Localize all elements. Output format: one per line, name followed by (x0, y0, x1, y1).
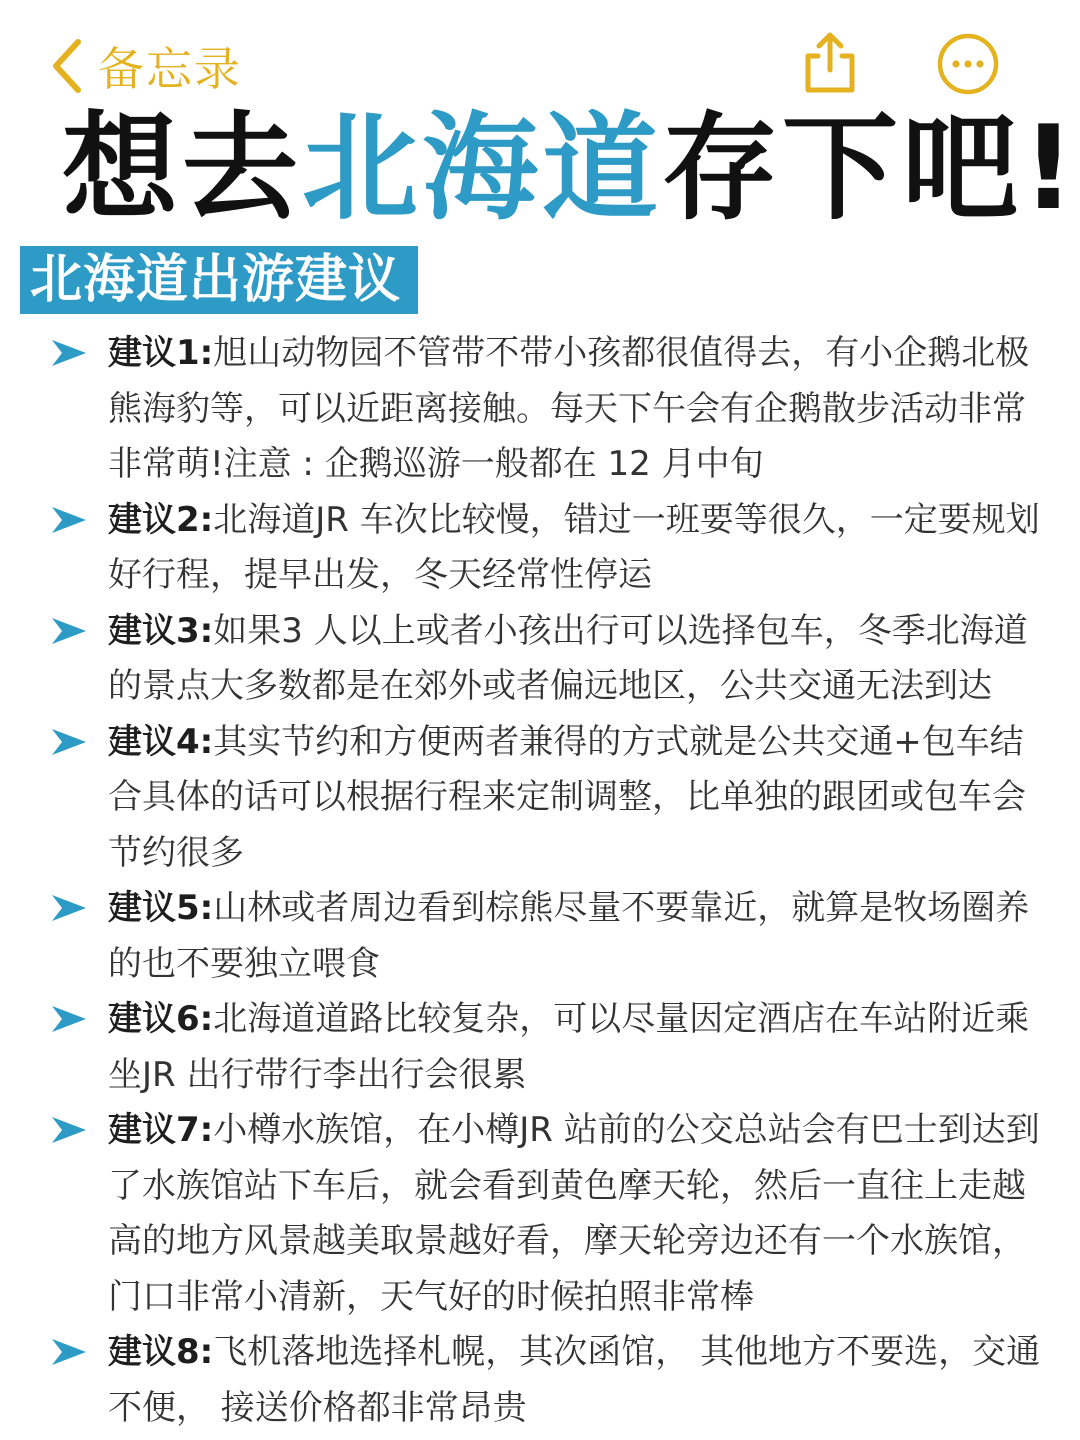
chevron-left-icon (48, 36, 88, 96)
tip-label: 建议5: (108, 888, 214, 928)
tip-text: 北海道道路比较复杂，可以尽量因定酒店在车站附近乘坐JR 出行带行李出行会很累 (108, 999, 1030, 1095)
tip-label: 建议1: (108, 333, 214, 373)
tip-label: 建议4: (108, 721, 214, 762)
arrow-bullet-icon (50, 893, 88, 923)
arrow-bullet-icon (50, 505, 88, 535)
tips-list (50, 326, 1050, 1436)
tip-label: 建议7: (108, 1110, 214, 1150)
list-item (50, 992, 1050, 1103)
arrow-bullet-icon (50, 1004, 88, 1034)
tip-text: 小樽水族馆，在小樽JR 站前的公交总站会有巴士到达到了水族馆站下车后，就会看到黄色摩天轮，然后一直往上走越高的地方风景越美取景越好看，摩天轮旁边还有一个水族馆，门口非常小清新，天气好的时候拍照非常棒 (108, 1110, 1040, 1317)
title-part2: 存下吧! (662, 101, 1079, 236)
page-title (62, 101, 1079, 236)
arrow-bullet-icon (50, 1337, 88, 1367)
list-item (50, 715, 1050, 882)
more-icon[interactable] (936, 32, 1000, 96)
title-highlight: 北海道 (302, 101, 662, 236)
tip-text: 旭山动物园不管带不带小孩都很值得去，有小企鹅北极熊海豹等，可以近距离接触。每天下午会有企鹅散步活动非常非常萌!注意 : 企鹅巡游一般都在 12 月中旬 (108, 333, 1030, 484)
tip-text: 山林或者周边看到棕熊尽量不要靠近，就算是牧场圈养的也不要独立喂食 (108, 888, 1030, 984)
back-button[interactable] (48, 34, 242, 98)
list-item (50, 1103, 1050, 1325)
tip-label: 建议2: (108, 499, 214, 540)
list-item (50, 1325, 1050, 1436)
arrow-bullet-icon (50, 616, 88, 646)
list-item (50, 881, 1050, 992)
share-icon[interactable] (800, 30, 860, 96)
list-item (50, 493, 1050, 604)
list-item (50, 326, 1050, 493)
tip-text: 如果3 人以上或者小孩出行可以选择包车，冬季北海道的景点大多数都是在郊外或者偏远地区，公共交通无法到达 (108, 610, 1028, 706)
tip-text: 其实节约和方便两者兼得的方式就是公共交通+包车结合具体的话可以根据行程来定制调整，比单独的跟团或包车会节约很多 (108, 721, 1026, 873)
tip-label: 建议6: (108, 999, 214, 1039)
tip-text: 北海道JR 车次比较慢，错过一班要等很久，一定要规划好行程，提早出发，冬天经常性停运 (108, 499, 1040, 595)
tip-text: 飞机落地选择札幌，其次函馆， 其他地方不要选，交通不便， 接送价格都非常昂贵 (108, 1332, 1041, 1428)
tip-label: 建议3: (108, 610, 214, 651)
section-badge: 北海道出游建议 (20, 246, 418, 314)
tip-label: 建议8: (108, 1332, 214, 1372)
arrow-bullet-icon (50, 1115, 88, 1145)
title-part1: 想去 (62, 101, 302, 236)
arrow-bullet-icon (50, 338, 88, 368)
arrow-bullet-icon (50, 727, 88, 757)
back-label: 备忘录 (98, 42, 242, 96)
list-item (50, 604, 1050, 715)
